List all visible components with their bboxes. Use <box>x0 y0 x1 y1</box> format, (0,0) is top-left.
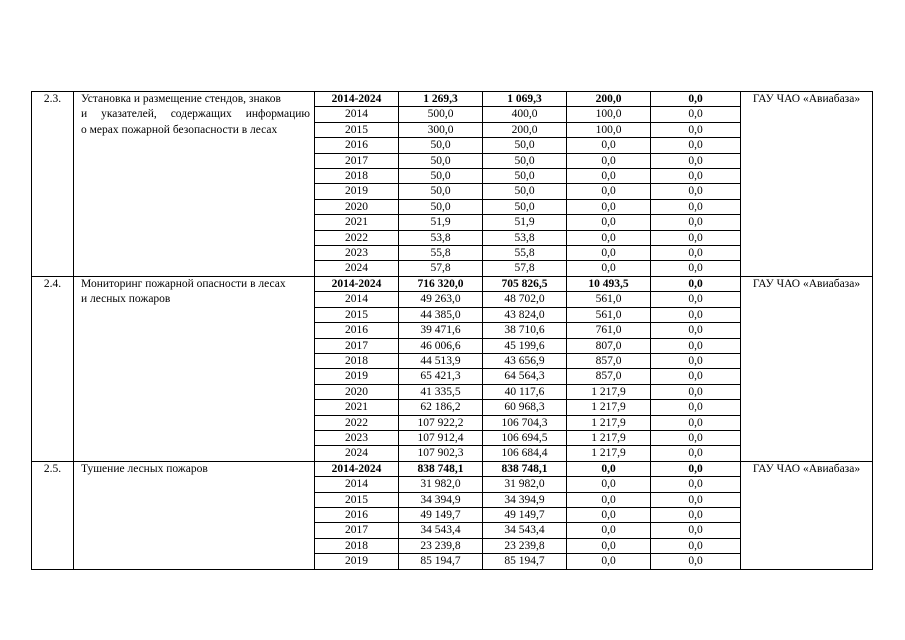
total-amount-cell: 10 493,5 <box>567 276 651 291</box>
amount-cell: 0,0 <box>651 122 741 137</box>
measure-name-line: Установка и размещение стендов, знаков <box>81 93 281 105</box>
amount-cell: 50,0 <box>399 169 483 184</box>
year-cell: 2019 <box>315 184 399 199</box>
amount-cell: 1 217,9 <box>567 446 651 461</box>
amount-cell: 50,0 <box>483 199 567 214</box>
amount-cell: 44 385,0 <box>399 307 483 322</box>
amount-cell: 60 968,3 <box>483 400 567 415</box>
amount-cell: 51,9 <box>399 215 483 230</box>
amount-cell: 0,0 <box>567 138 651 153</box>
amount-cell: 0,0 <box>651 477 741 492</box>
executor-cell: ГАУ ЧАО «Авиабаза» <box>741 92 873 277</box>
year-cell: 2024 <box>315 261 399 276</box>
total-period-cell: 2014-2024 <box>315 461 399 476</box>
amount-cell: 57,8 <box>399 261 483 276</box>
amount-cell: 51,9 <box>483 215 567 230</box>
amount-cell: 45 199,6 <box>483 338 567 353</box>
year-cell: 2015 <box>315 492 399 507</box>
amount-cell: 106 694,5 <box>483 430 567 445</box>
year-cell: 2020 <box>315 199 399 214</box>
amount-cell: 50,0 <box>483 138 567 153</box>
amount-cell: 62 186,2 <box>399 400 483 415</box>
amount-cell: 23 239,8 <box>399 538 483 553</box>
amount-cell: 34 543,4 <box>399 523 483 538</box>
year-cell: 2018 <box>315 169 399 184</box>
amount-cell: 0,0 <box>567 169 651 184</box>
amount-cell: 0,0 <box>651 230 741 245</box>
amount-cell: 34 394,9 <box>399 492 483 507</box>
measure-total-row <box>32 461 873 476</box>
total-period-cell: 2014-2024 <box>315 92 399 107</box>
year-cell: 2016 <box>315 507 399 522</box>
amount-cell: 65 421,3 <box>399 369 483 384</box>
year-cell: 2018 <box>315 538 399 553</box>
table-body <box>32 92 873 570</box>
year-cell: 2016 <box>315 323 399 338</box>
amount-cell: 0,0 <box>651 507 741 522</box>
amount-cell: 0,0 <box>567 230 651 245</box>
amount-cell: 1 217,9 <box>567 384 651 399</box>
amount-cell: 500,0 <box>399 107 483 122</box>
amount-cell: 0,0 <box>567 538 651 553</box>
amount-cell: 1 217,9 <box>567 430 651 445</box>
amount-cell: 49 149,7 <box>483 507 567 522</box>
amount-cell: 561,0 <box>567 307 651 322</box>
year-cell: 2017 <box>315 523 399 538</box>
measure-name <box>74 276 315 461</box>
amount-cell: 49 149,7 <box>399 507 483 522</box>
amount-cell: 40 117,6 <box>483 384 567 399</box>
amount-cell: 0,0 <box>651 246 741 261</box>
amount-cell: 0,0 <box>567 523 651 538</box>
amount-cell: 1 217,9 <box>567 400 651 415</box>
amount-cell: 0,0 <box>651 415 741 430</box>
amount-cell: 0,0 <box>651 353 741 368</box>
total-amount-cell: 200,0 <box>567 92 651 107</box>
measure-total-row <box>32 276 873 291</box>
amount-cell: 85 194,7 <box>483 554 567 569</box>
amount-cell: 49 263,0 <box>399 292 483 307</box>
amount-cell: 57,8 <box>483 261 567 276</box>
total-amount-cell: 716 320,0 <box>399 276 483 291</box>
year-cell: 2024 <box>315 446 399 461</box>
amount-cell: 0,0 <box>651 430 741 445</box>
amount-cell: 50,0 <box>483 169 567 184</box>
executor-cell: ГАУ ЧАО «Авиабаза» <box>741 276 873 461</box>
measure-name <box>74 92 315 277</box>
amount-cell: 561,0 <box>567 292 651 307</box>
amount-cell: 39 471,6 <box>399 323 483 338</box>
amount-cell: 50,0 <box>399 138 483 153</box>
measure-name-line: и указателей, содержащих информацию <box>81 108 310 121</box>
year-cell: 2019 <box>315 369 399 384</box>
amount-cell: 50,0 <box>483 184 567 199</box>
amount-cell: 41 335,5 <box>399 384 483 399</box>
amount-cell: 0,0 <box>567 477 651 492</box>
total-amount-cell: 0,0 <box>651 461 741 476</box>
amount-cell: 44 513,9 <box>399 353 483 368</box>
amount-cell: 857,0 <box>567 353 651 368</box>
total-amount-cell: 1 269,3 <box>399 92 483 107</box>
measure-name-line: Мониторинг пожарной опасности в лесах <box>81 277 286 290</box>
amount-cell: 107 912,4 <box>399 430 483 445</box>
year-cell: 2020 <box>315 384 399 399</box>
year-cell: 2023 <box>315 430 399 445</box>
measure-name-line: о мерах пожарной безопасности в лесах <box>81 123 278 136</box>
amount-cell: 0,0 <box>567 554 651 569</box>
measure-name <box>74 461 315 569</box>
measure-name-line: Тушение лесных пожаров <box>81 462 208 475</box>
year-cell: 2022 <box>315 230 399 245</box>
amount-cell: 0,0 <box>651 446 741 461</box>
total-amount-cell: 0,0 <box>651 92 741 107</box>
program-budget-table <box>31 91 873 570</box>
executor-cell: ГАУ ЧАО «Авиабаза» <box>741 461 873 569</box>
amount-cell: 107 922,2 <box>399 415 483 430</box>
amount-cell: 0,0 <box>567 184 651 199</box>
amount-cell: 85 194,7 <box>399 554 483 569</box>
amount-cell: 100,0 <box>567 122 651 137</box>
amount-cell: 0,0 <box>567 199 651 214</box>
measure-index: 2.3. <box>32 92 74 277</box>
amount-cell: 0,0 <box>651 261 741 276</box>
total-amount-cell: 0,0 <box>651 276 741 291</box>
amount-cell: 0,0 <box>651 554 741 569</box>
amount-cell: 0,0 <box>567 153 651 168</box>
amount-cell: 0,0 <box>651 538 741 553</box>
year-cell: 2021 <box>315 215 399 230</box>
amount-cell: 0,0 <box>651 215 741 230</box>
amount-cell: 0,0 <box>651 292 741 307</box>
amount-cell: 807,0 <box>567 338 651 353</box>
amount-cell: 31 982,0 <box>399 477 483 492</box>
year-cell: 2019 <box>315 554 399 569</box>
measure-index: 2.5. <box>32 461 74 569</box>
year-cell: 2014 <box>315 292 399 307</box>
amount-cell: 38 710,6 <box>483 323 567 338</box>
amount-cell: 50,0 <box>399 199 483 214</box>
amount-cell: 43 824,0 <box>483 307 567 322</box>
total-amount-cell: 705 826,5 <box>483 276 567 291</box>
amount-cell: 0,0 <box>651 107 741 122</box>
amount-cell: 0,0 <box>651 338 741 353</box>
year-cell: 2015 <box>315 307 399 322</box>
amount-cell: 34 543,4 <box>483 523 567 538</box>
amount-cell: 0,0 <box>567 246 651 261</box>
amount-cell: 34 394,9 <box>483 492 567 507</box>
amount-cell: 50,0 <box>483 153 567 168</box>
amount-cell: 0,0 <box>567 507 651 522</box>
amount-cell: 1 217,9 <box>567 415 651 430</box>
amount-cell: 106 704,3 <box>483 415 567 430</box>
amount-cell: 23 239,8 <box>483 538 567 553</box>
amount-cell: 300,0 <box>399 122 483 137</box>
amount-cell: 50,0 <box>399 184 483 199</box>
year-cell: 2018 <box>315 353 399 368</box>
amount-cell: 43 656,9 <box>483 353 567 368</box>
year-cell: 2014 <box>315 477 399 492</box>
year-cell: 2022 <box>315 415 399 430</box>
amount-cell: 0,0 <box>651 307 741 322</box>
year-cell: 2017 <box>315 153 399 168</box>
amount-cell: 0,0 <box>651 153 741 168</box>
amount-cell: 0,0 <box>567 261 651 276</box>
total-amount-cell: 0,0 <box>567 461 651 476</box>
amount-cell: 0,0 <box>567 492 651 507</box>
amount-cell: 200,0 <box>483 122 567 137</box>
amount-cell: 48 702,0 <box>483 292 567 307</box>
amount-cell: 400,0 <box>483 107 567 122</box>
amount-cell: 55,8 <box>483 246 567 261</box>
amount-cell: 0,0 <box>651 400 741 415</box>
measure-total-row <box>32 92 873 107</box>
amount-cell: 100,0 <box>567 107 651 122</box>
year-cell: 2017 <box>315 338 399 353</box>
amount-cell: 50,0 <box>399 153 483 168</box>
amount-cell: 107 902,3 <box>399 446 483 461</box>
amount-cell: 0,0 <box>651 138 741 153</box>
measure-name-line: и лесных пожаров <box>81 293 171 306</box>
total-period-cell: 2014-2024 <box>315 276 399 291</box>
year-cell: 2023 <box>315 246 399 261</box>
amount-cell: 857,0 <box>567 369 651 384</box>
total-amount-cell: 1 069,3 <box>483 92 567 107</box>
amount-cell: 0,0 <box>651 384 741 399</box>
amount-cell: 0,0 <box>651 492 741 507</box>
year-cell: 2014 <box>315 107 399 122</box>
amount-cell: 0,0 <box>651 369 741 384</box>
total-amount-cell: 838 748,1 <box>483 461 567 476</box>
amount-cell: 46 006,6 <box>399 338 483 353</box>
amount-cell: 53,8 <box>399 230 483 245</box>
amount-cell: 64 564,3 <box>483 369 567 384</box>
amount-cell: 106 684,4 <box>483 446 567 461</box>
amount-cell: 53,8 <box>483 230 567 245</box>
total-amount-cell: 838 748,1 <box>399 461 483 476</box>
year-cell: 2016 <box>315 138 399 153</box>
year-cell: 2021 <box>315 400 399 415</box>
measure-index: 2.4. <box>32 276 74 461</box>
amount-cell: 0,0 <box>651 199 741 214</box>
amount-cell: 31 982,0 <box>483 477 567 492</box>
amount-cell: 0,0 <box>651 323 741 338</box>
amount-cell: 0,0 <box>651 523 741 538</box>
amount-cell: 0,0 <box>567 215 651 230</box>
year-cell: 2015 <box>315 122 399 137</box>
amount-cell: 0,0 <box>651 184 741 199</box>
amount-cell: 0,0 <box>651 169 741 184</box>
amount-cell: 55,8 <box>399 246 483 261</box>
amount-cell: 761,0 <box>567 323 651 338</box>
